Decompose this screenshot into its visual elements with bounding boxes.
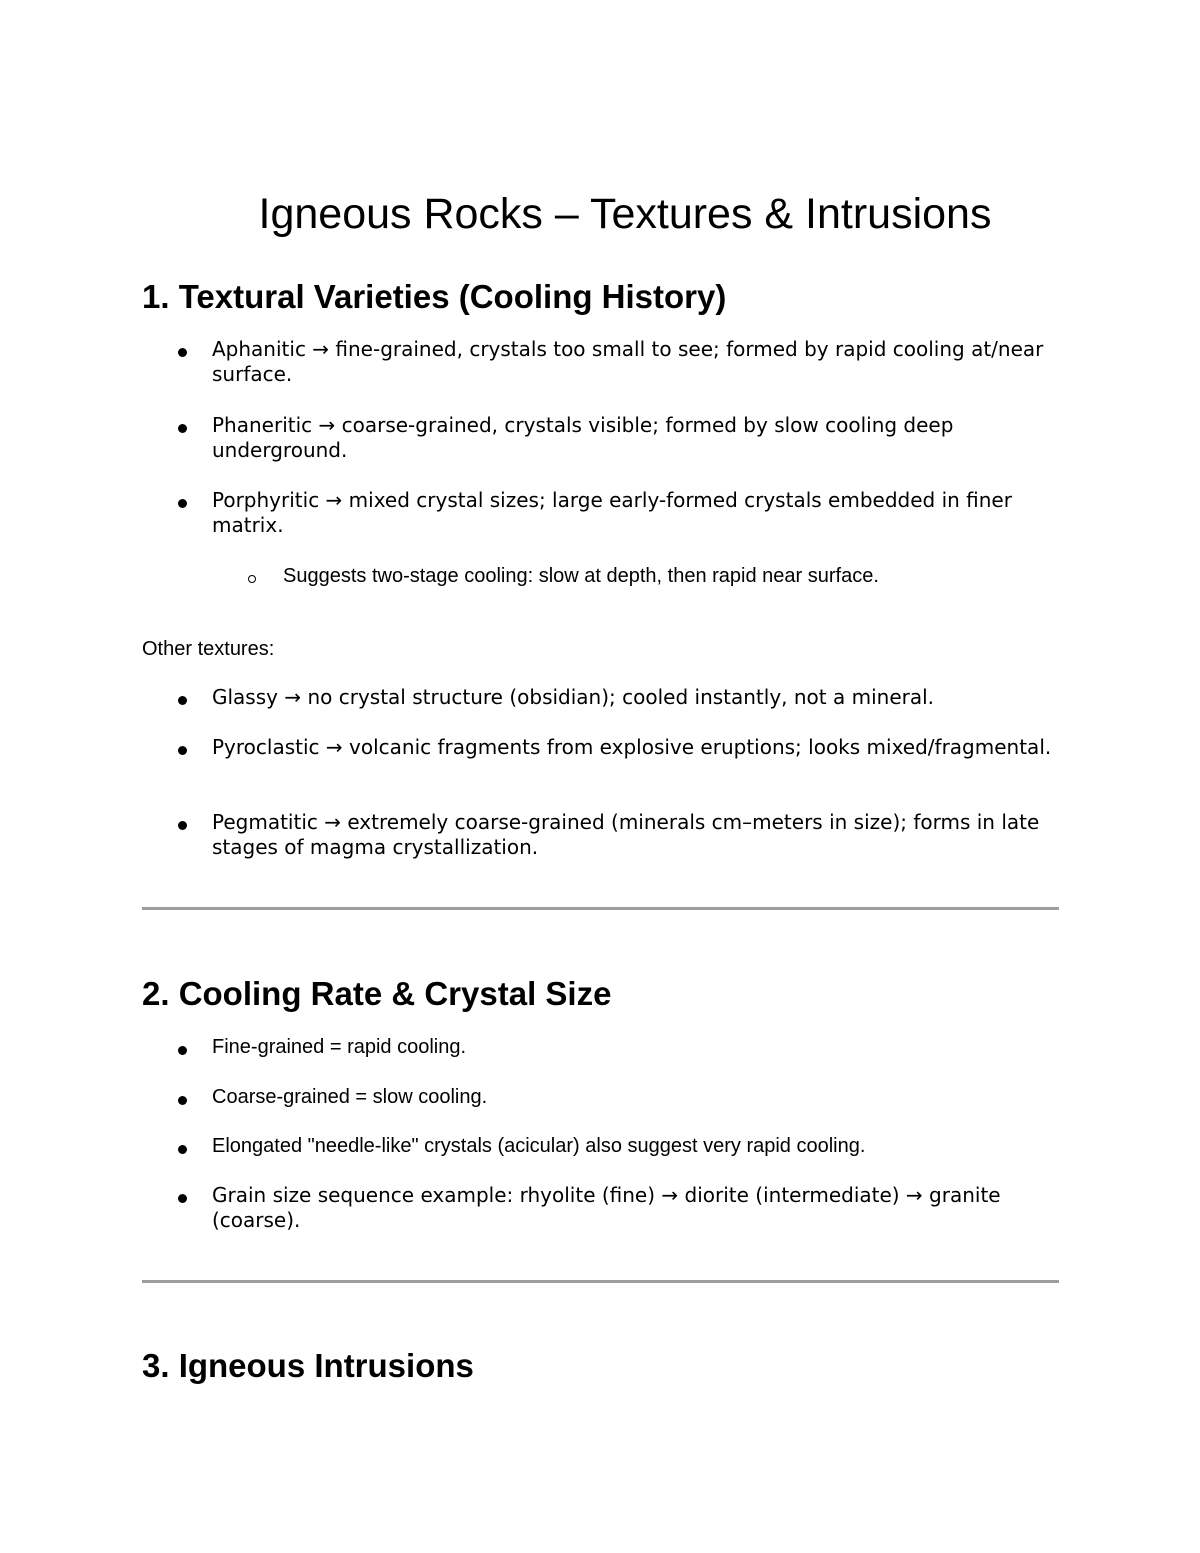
list-item-text: Elongated "needle-like" crystals (acicular) also suggest very rapid cooling. (212, 1135, 866, 1157)
section-heading: 3. Igneous Intrusions (142, 1347, 474, 1384)
bullet-icon (178, 1046, 187, 1055)
list-item-text: Coarse-grained = slow cooling. (212, 1086, 488, 1108)
bullet-icon (178, 1194, 187, 1203)
bullet-icon (178, 746, 187, 755)
list-item-text: Pegmatitic → extremely coarse-grained (minerals cm–meters in size); forms in late stages of magma crystallization. (212, 810, 1040, 859)
hollow-bullet-icon (248, 575, 256, 583)
horizontal-divider (142, 1280, 1059, 1283)
sub-list-item-text: Suggests two-stage cooling: slow at depth, then rapid near surface. (283, 565, 879, 587)
bullet-icon (178, 424, 187, 433)
list-item-text: Pyroclastic → volcanic fragments from explosive eruptions; looks mixed/fragmental. (212, 735, 1052, 759)
bullet-icon (178, 348, 187, 357)
bullet-icon (178, 821, 187, 830)
list-item-text: Aphanitic → fine-grained, crystals too small to see; formed by rapid cooling at/near surface. (212, 337, 1044, 386)
horizontal-divider (142, 907, 1059, 910)
list-item-text: Glassy → no crystal structure (obsidian); cooled instantly, not a mineral. (212, 685, 935, 709)
bullet-icon (178, 499, 187, 508)
page-title: Igneous Rocks – Textures & Intrusions (258, 190, 992, 238)
other-textures-label: Other textures: (142, 638, 275, 660)
bullet-icon (178, 696, 187, 705)
list-item-text: Porphyritic → mixed crystal sizes; large early-formed crystals embedded in finer matrix. (212, 488, 1012, 537)
bullet-icon (178, 1145, 187, 1154)
section-heading: 2. Cooling Rate & Crystal Size (142, 975, 612, 1012)
list-item-text: Fine-grained = rapid cooling. (212, 1036, 467, 1058)
list-item-text: Phaneritic → coarse-grained, crystals visible; formed by slow cooling deep underground. (212, 413, 954, 462)
list-item-text: Grain size sequence example: rhyolite (fine) → diorite (intermediate) → granite (coarse). (212, 1183, 1001, 1232)
bullet-icon (178, 1096, 187, 1105)
section-heading: 1. Textural Varieties (Cooling History) (142, 278, 727, 315)
